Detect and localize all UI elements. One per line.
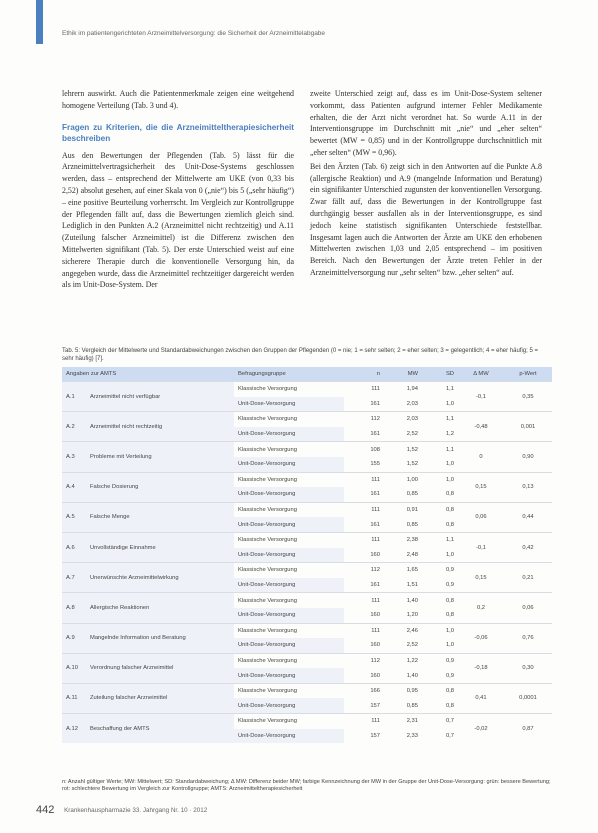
n-value: 157 [370, 702, 380, 709]
item-label: Falsche Dosierung [86, 472, 234, 502]
table-row [62, 502, 552, 517]
p-value: 0,90 [504, 442, 552, 472]
p-value: 0,0001 [504, 683, 552, 713]
header-diff: Δ MW [458, 367, 504, 382]
body-paragraph: zweite Unterschied zeigt auf, dass es im Unit-Dose-System seltener vorkommt, dass Patienten aufgrund interner Fehler Medikamente erhalten, die der Arzt nicht verordnet hat. So wurde A.11 in der Interventionsgruppe im Durchschnitt mit „nie“ und „eher selten“ bewertet (MW = 0,85) und in der Kontrollgruppe durchschnittlich mit „eher selten“ (MW = 0,96). [310, 89, 542, 157]
mw-value: 2,31 [384, 714, 422, 729]
mw-value: 2,46 [384, 623, 422, 638]
diff-value: 0,41 [458, 683, 504, 713]
header-group: Befragungsgruppe [234, 367, 344, 382]
group-label: Klassische Versorgung [234, 653, 344, 668]
sd-value: 0,8 [445, 702, 454, 709]
mw-value: 1,00 [384, 472, 422, 487]
p-value: 0,35 [504, 382, 552, 412]
item-label: Unvollständige Einnahme [86, 532, 234, 562]
item-code: A.3 [62, 442, 86, 472]
group-label: Unit-Dose-Versorgung [234, 608, 344, 623]
table-footnote: n: Anzahl gültiger Werte; MW: Mittelwert; SD: Standardabweichung; Δ MW: Differenz beider MW; farbige Kennzeichnung der MW in der Gruppe der Unit-Dose-Versorgung: grün: bessere Bewertung; rot: schlechtere Bewertung im Vergleich zur Kontrollgruppe; AMTS: Arzneimitteltherapiesicherheit [62, 779, 551, 793]
n-value: 155 [370, 461, 380, 468]
item-code: A.11 [62, 683, 86, 713]
sd-value: 0,8 [445, 521, 454, 528]
table-row [62, 653, 552, 668]
table-body [62, 382, 552, 744]
sd-value: 0,9 [422, 563, 458, 578]
group-label: Unit-Dose-Versorgung [234, 638, 344, 653]
mw-value: 2,48 [406, 551, 418, 558]
item-code: A.8 [62, 593, 86, 623]
group-label: Unit-Dose-Versorgung [234, 698, 344, 713]
diff-value: 0,06 [458, 502, 504, 532]
journal-citation: Krankenhauspharmazie 33. Jahrgang Nr. 10 · 2012 [64, 807, 208, 814]
n-value: 112 [344, 412, 384, 427]
n-value: 161 [370, 431, 380, 438]
n-value: 166 [344, 683, 384, 698]
p-value: 0,21 [504, 563, 552, 593]
mw-value: 1,65 [384, 563, 422, 578]
p-value: 0,001 [504, 412, 552, 442]
p-value: 0,87 [504, 714, 552, 744]
diff-value: 0 [458, 442, 504, 472]
group-label: Unit-Dose-Versorgung [234, 457, 344, 472]
sd-value: 1,1 [422, 412, 458, 427]
table-row [62, 623, 552, 638]
mw-value: 1,52 [406, 461, 418, 468]
group-label: Klassische Versorgung [234, 593, 344, 608]
sd-value: 0,9 [445, 582, 454, 589]
left-column [62, 88, 294, 293]
p-value: 0,06 [504, 593, 552, 623]
item-code: A.9 [62, 623, 86, 653]
group-label: Klassische Versorgung [234, 714, 344, 729]
n-value: 111 [344, 593, 384, 608]
n-value: 160 [370, 612, 380, 619]
n-value: 157 [370, 732, 380, 739]
table-row [62, 472, 552, 487]
item-label: Arzneimittel nicht verfügbar [86, 382, 234, 412]
item-label: Verordnung falscher Arzneimittel [86, 653, 234, 683]
diff-value: 0,15 [458, 472, 504, 502]
sd-value: 0,8 [422, 593, 458, 608]
mw-value: 1,40 [406, 672, 418, 679]
group-label: Klassische Versorgung [234, 683, 344, 698]
sd-value: 0,8 [422, 683, 458, 698]
sd-value: 1,0 [445, 551, 454, 558]
group-label: Klassische Versorgung [234, 623, 344, 638]
results-table [62, 367, 552, 743]
item-code: A.10 [62, 653, 86, 683]
sd-value: 0,7 [422, 714, 458, 729]
group-label: Unit-Dose-Versorgung [234, 427, 344, 442]
n-value: 160 [370, 672, 380, 679]
p-value: 0,13 [504, 472, 552, 502]
table-row [62, 563, 552, 578]
mw-value: 2,03 [384, 412, 422, 427]
sd-value: 0,9 [422, 653, 458, 668]
diff-value: 0,15 [458, 563, 504, 593]
diff-value: -0,02 [458, 714, 504, 744]
table-row [62, 683, 552, 698]
intro-paragraph: lehrern auswirkt. Auch die Patientenmerkmale zeigen eine weitgehend homogene Verteilung (Tab. 3 und 4). [62, 89, 294, 110]
diff-value: -0,18 [458, 653, 504, 683]
item-label: Arzneimittel nicht rechtzeitig [86, 412, 234, 442]
n-value: 161 [370, 521, 380, 528]
n-value: 111 [344, 623, 384, 638]
mw-value: 1,40 [384, 593, 422, 608]
n-value: 160 [370, 551, 380, 558]
mw-value: 2,03 [406, 400, 418, 407]
mw-value: 1,20 [406, 612, 418, 619]
diff-value: -0,48 [458, 412, 504, 442]
sd-value: 0,7 [445, 732, 454, 739]
sd-value: 1,1 [422, 532, 458, 547]
item-label: Mangelnde Information und Beratung [86, 623, 234, 653]
body-paragraph: Bei den Ärzten (Tab. 6) zeigt sich in den Antworten auf die Punkte A.8 (allergische Reaktion) und A.9 (mangelnde Information und Beratung) ein signifikanter Unterschied zugunsten der konventionellen Versorgung. Zwar fällt auf, dass die Bewertungen in der Kontrollgruppe fast durchgängig besser ausfallen als in der Interventionsgruppe, es sind jedoch keine statistisch signifikanten Unterschiede feststellbar. Insgesamt lagen auch die Antworten der Ärzte am UKE den erhobenen Mittelwerten zwischen 1,03 und 2,05 entsprechend – im positiven Bereich. Nach den Bewertungen der Ärzte treten Fehler in der Arzneimittelversorgung nur „sehr selten“ bzw. „eher selten“ auf. [310, 161, 542, 277]
n-value: 161 [370, 582, 380, 589]
mw-value: 2,52 [406, 431, 418, 438]
mw-value: 0,85 [406, 521, 418, 528]
group-label: Unit-Dose-Versorgung [234, 729, 344, 744]
table-header [62, 367, 552, 382]
mw-value: 0,91 [384, 502, 422, 517]
page-footer [36, 804, 207, 816]
group-label: Unit-Dose-Versorgung [234, 487, 344, 502]
n-value: 161 [370, 491, 380, 498]
group-label: Unit-Dose-Versorgung [234, 548, 344, 563]
mw-value: 0,85 [406, 702, 418, 709]
running-header: Ethik im patientengerichteten Arzneimittelversorgung: die Sicherheit der Arzneimittelabgabe [62, 30, 326, 37]
section-subheading: Fragen zu Kriterien, die die Arzneimitteltherapiesicherheit beschreiben [62, 122, 294, 143]
sd-value: 1,0 [445, 461, 454, 468]
sd-value: 0,9 [445, 672, 454, 679]
n-value: 111 [344, 502, 384, 517]
item-code: A.7 [62, 563, 86, 593]
group-label: Unit-Dose-Versorgung [234, 397, 344, 412]
p-value: 0,76 [504, 623, 552, 653]
group-label: Unit-Dose-Versorgung [234, 668, 344, 683]
item-code: A.5 [62, 502, 86, 532]
sd-value: 1,0 [422, 472, 458, 487]
item-label: Zuteilung falscher Arzneimittel [86, 683, 234, 713]
mw-value: 2,33 [406, 732, 418, 739]
n-value: 108 [344, 442, 384, 457]
sd-value: 1,0 [445, 400, 454, 407]
table-row [62, 593, 552, 608]
table-row [62, 412, 552, 427]
right-column [310, 88, 542, 281]
item-code: A.4 [62, 472, 86, 502]
sd-value: 1,0 [445, 642, 454, 649]
item-label: Falsche Menge [86, 502, 234, 532]
body-paragraph: Aus den Bewertungen der Pflegenden (Tab. 5) lässt für die Arzneimittelvertragsicherheit des Unit-Dose-Systems geschlossen werden, dass – entsprechend der Mittelwerte am UKE (von 0,33 bis 2,52) absolut gesehen, auf einer Skala von 0 („nie“) bis 5 („sehr häufig“) – eine positive Beurteilung vorherrscht. Im Vergleich zur Kontrollgruppe der Pflegenden fällt auf, dass die Bewertungen ziemlich gleich sind. Lediglich in den Punkten A.2 (Arzneimittel nicht rechtzeitig) und A.11 (Zuteilung falscher Arzneimittel) ist die Differenz zwischen den Mittelwerten signifikant (Tab. 5). Der erste Unterschied weist auf eine sicherere Therapie durch die konventionelle Versorgung hin, da angegeben wurde, dass die Arzneimittel rechtzeitiger dargereicht werden als im Unit-Dose-System. Der [62, 150, 294, 290]
header-item: Angaben zur AMTS [62, 367, 234, 382]
table-row [62, 714, 552, 729]
group-label: Klassische Versorgung [234, 502, 344, 517]
mw-value: 2,52 [406, 642, 418, 649]
mw-value: 1,51 [406, 582, 418, 589]
mw-value: 0,85 [406, 491, 418, 498]
sd-value: 1,1 [422, 382, 458, 397]
mw-value: 1,94 [384, 382, 422, 397]
header-n: n [344, 367, 384, 382]
group-label: Klassische Versorgung [234, 382, 344, 397]
item-label: Probleme mit Verteilung [86, 442, 234, 472]
sd-value: 1,0 [422, 623, 458, 638]
p-value: 0,44 [504, 502, 552, 532]
n-value: 111 [344, 714, 384, 729]
group-label: Klassische Versorgung [234, 412, 344, 427]
item-code: A.12 [62, 714, 86, 744]
diff-value: -0,1 [458, 382, 504, 412]
header-sd: SD [422, 367, 458, 382]
diff-value: -0,06 [458, 623, 504, 653]
n-value: 112 [344, 563, 384, 578]
item-label: Unerwünschte Arzneimittelwirkung [86, 563, 234, 593]
sd-value: 0,8 [445, 491, 454, 498]
item-code: A.1 [62, 382, 86, 412]
mw-value: 1,52 [384, 442, 422, 457]
n-value: 111 [344, 472, 384, 487]
mw-value: 2,38 [384, 532, 422, 547]
mw-value: 0,95 [384, 683, 422, 698]
item-code: A.6 [62, 532, 86, 562]
group-label: Klassische Versorgung [234, 442, 344, 457]
page-number: 442 [36, 804, 55, 816]
group-label: Unit-Dose-Versorgung [234, 517, 344, 532]
group-label: Klassische Versorgung [234, 472, 344, 487]
item-label: Allergische Reaktionen [86, 593, 234, 623]
table-row [62, 442, 552, 457]
header-accent-bar [36, 0, 43, 44]
sd-value: 1,1 [422, 442, 458, 457]
n-value: 112 [344, 653, 384, 668]
group-label: Klassische Versorgung [234, 532, 344, 547]
n-value: 160 [370, 642, 380, 649]
diff-value: -0,1 [458, 532, 504, 562]
n-value: 111 [344, 532, 384, 547]
header-p: p-Wert [504, 367, 552, 382]
sd-value: 1,2 [445, 431, 454, 438]
mw-value: 1,22 [384, 653, 422, 668]
n-value: 111 [344, 382, 384, 397]
table-caption: Tab. 5: Vergleich der Mittelwerte und Standardabweichungen zwischen den Gruppen der Pflegenden (0 = nie; 1 = sehr selten; 2 = eher selten; 3 = gelegentlich; 4 = eher häufig; 5 = sehr häufig) [7]. [62, 348, 538, 362]
sd-value: 0,8 [445, 612, 454, 619]
sd-value: 0,8 [422, 502, 458, 517]
table-row [62, 382, 552, 397]
group-label: Klassische Versorgung [234, 563, 344, 578]
group-label: Unit-Dose-Versorgung [234, 578, 344, 593]
table-row [62, 532, 552, 547]
header-mw: MW [384, 367, 422, 382]
p-value: 0,30 [504, 653, 552, 683]
item-code: A.2 [62, 412, 86, 442]
diff-value: 0,2 [458, 593, 504, 623]
p-value: 0,42 [504, 532, 552, 562]
n-value: 161 [370, 400, 380, 407]
item-label: Beschaffung der AMTS [86, 714, 234, 744]
